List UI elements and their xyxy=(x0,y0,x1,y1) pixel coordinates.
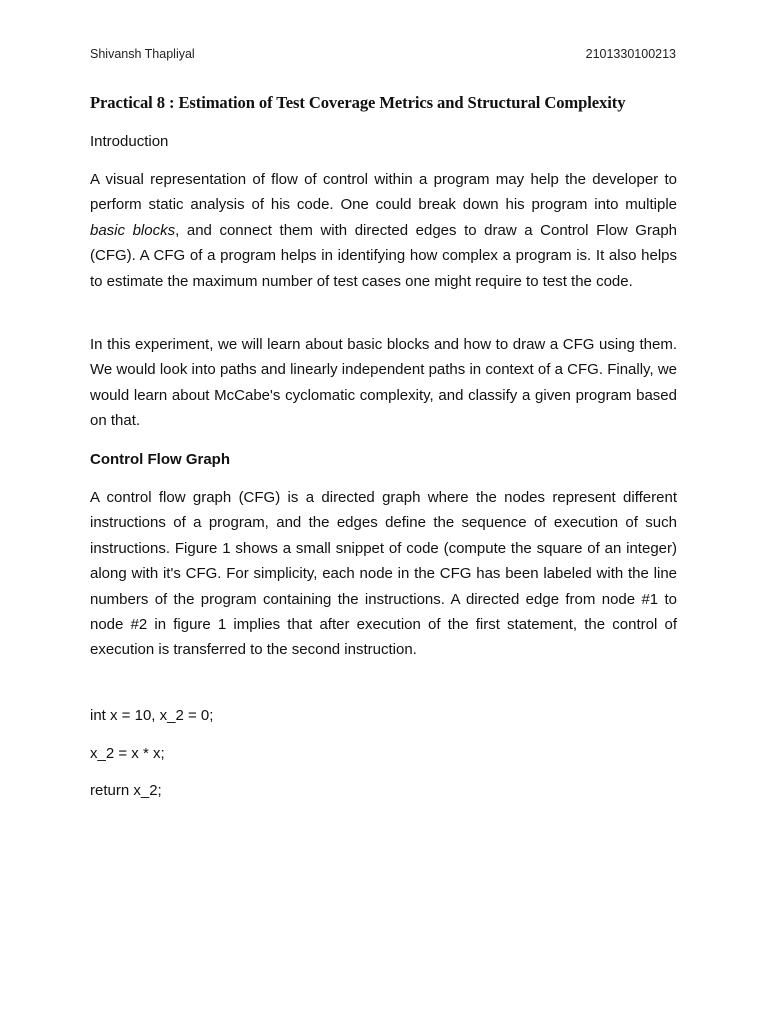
document-title: Practical 8 : Estimation of Test Coverage Metrics and Structural Complexity xyxy=(90,93,626,112)
intro-paragraph xyxy=(90,167,677,294)
code-line-1: int x = 10, x_2 = 0; xyxy=(90,707,214,724)
cfg-heading: Control Flow Graph xyxy=(90,451,230,468)
intro-text-part-2: , and connect them with directed edges to draw a Control Flow Graph (CFG). A CFG of a program helps in identifying how complex a program is. It also helps to estimate the maximum number of test cases one might require to test the code. xyxy=(90,221,678,290)
page-header xyxy=(90,47,676,65)
header-roll-number: 2101330100213 xyxy=(585,47,676,61)
code-line-3: return x_2; xyxy=(90,782,162,799)
experiment-paragraph: In this experiment, we will learn about basic blocks and how to draw a CFG using them. We would look into paths and linearly independent paths in context of a CFG. Finally, we would learn about McCabe's cyclomatic complexity, and classify a given program based on that. xyxy=(90,336,677,430)
cfg-paragraph: A control flow graph (CFG) is a directed graph where the nodes represent different instructions of a program, and the edges define the sequence of execution of such instructions. Figure 1 shows a small snippet of code (compute the square of an integer) along with it's CFG. For simplicity, each node in the CFG has been labeled with the line numbers of the program containing the instructions. A directed edge from node #1 to node #2 in figure 1 implies that after execution of the first statement, the control of execution is transferred to the second instruction. xyxy=(90,489,677,659)
intro-emphasis: basic blocks xyxy=(90,221,176,239)
code-line-2: x_2 = x * x; xyxy=(90,745,165,762)
intro-text-part-1: A visual representation of flow of control within a program may help the developer to perform static analysis of his code. One could break down his program into multiple xyxy=(90,171,677,214)
introduction-label: Introduction xyxy=(90,133,169,150)
header-author: Shivansh Thapliyal xyxy=(90,47,195,61)
